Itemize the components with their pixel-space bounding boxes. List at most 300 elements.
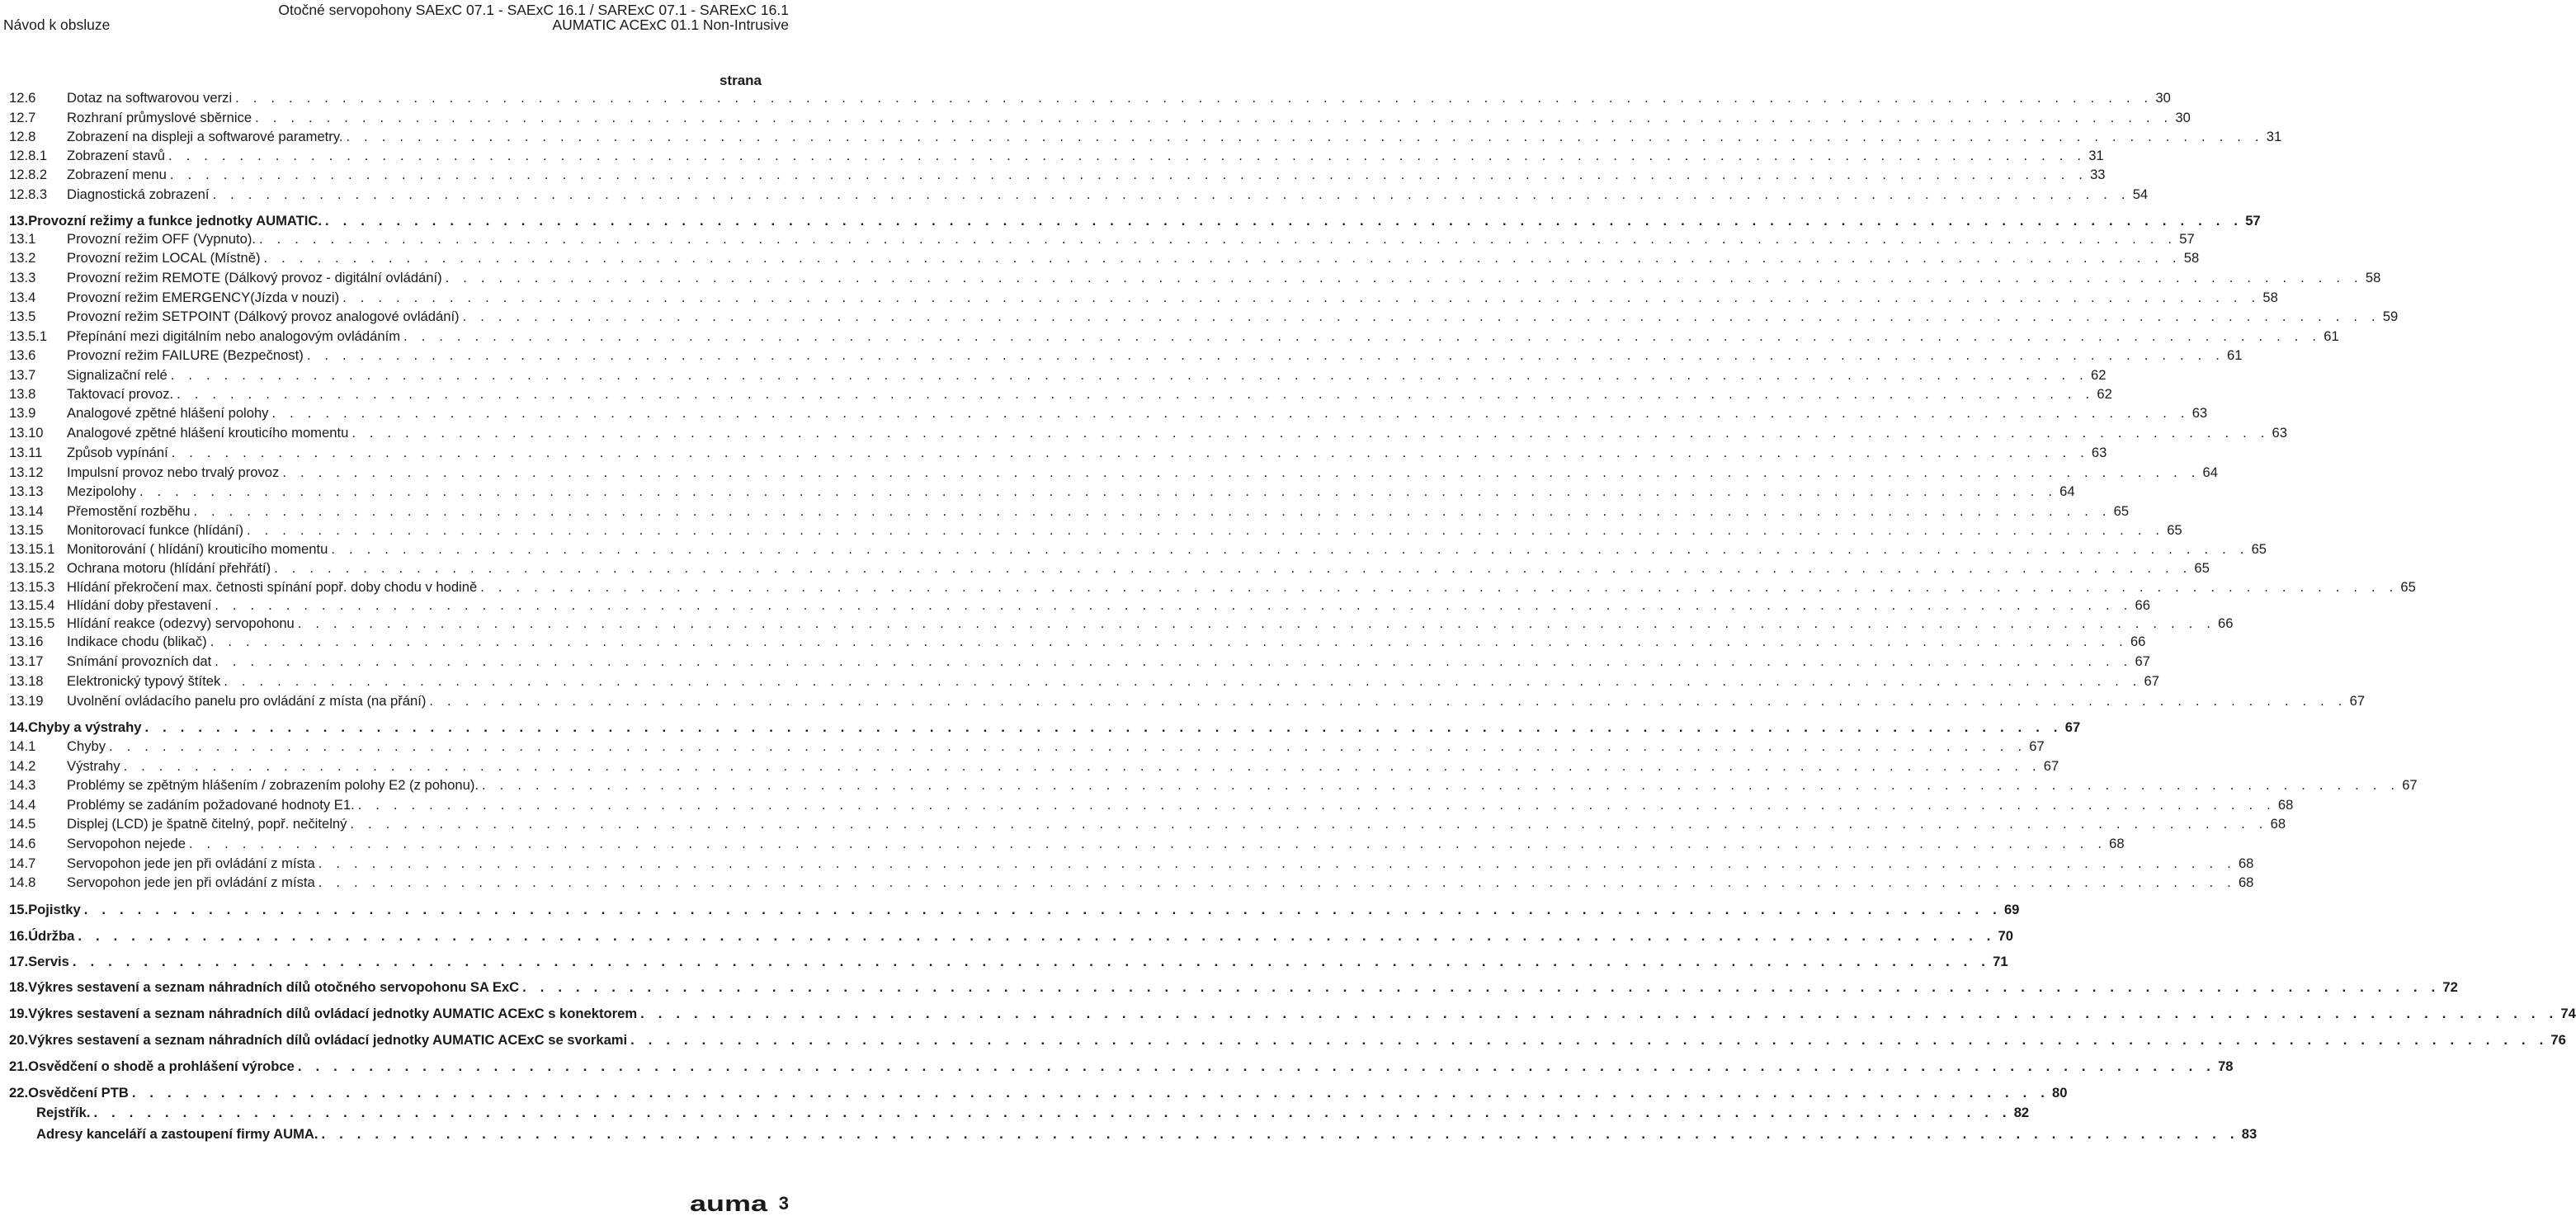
toc-entry-title: Hlídání překročení max. četnosti spínání popř. doby chodu v hodině — [67, 578, 480, 596]
toc-entry[interactable] — [0, 404, 2208, 422]
toc-entry-page: 67 — [2063, 719, 2080, 737]
toc-entry[interactable] — [0, 953, 2008, 971]
dot-leader: . . . . . . . . . . . . . . . . . . . . . . . . . . . . . . . . . . . . . . . . . . . . . . . . . . . . . . . . . . . . . . . . . . . . . . . . . . . . . . . . . . . . . . . . . . . . . . . . . . . . . . . . . . . . — [193, 503, 2111, 519]
toc-entry-number: 12.8.2 — [9, 167, 48, 182]
toc-entry-line — [67, 540, 2267, 559]
toc-entry[interactable] — [0, 483, 2075, 501]
dot-leader: . . . . . . . . . . . . . . . . . . . . . . . . . . . . . . . . . . . . . . . . . . . . . . . . . . . . . . . . . . . . . . . . . . . . . . . . . . . . . . . . . . . . . . . . . . . . . . . . . . . . . . . . . . . . — [350, 816, 2268, 832]
toc-entry-line — [9, 927, 2014, 945]
toc-entry[interactable] — [0, 1125, 2258, 1143]
dot-leader: . . . . . . . . . . . . . . . . . . . . . . . . . . . . . . . . . . . . . . . . . . . . . . . . . . . . . . . . . . . . . . . . . . . . . . . . . . . . . . . . . . . . . . . . . . . . . . . . . . . . . . . . . . . . — [481, 777, 2400, 793]
toc-entry-number: 12.6 — [9, 90, 36, 106]
toc-entry-number: 13.19 — [9, 693, 44, 709]
toc-entry-number: 14.4 — [9, 797, 36, 813]
toc-entry[interactable] — [0, 978, 2458, 997]
toc-entry-number: 13.7 — [9, 367, 36, 383]
toc-entry-number: 12.8.1 — [9, 148, 48, 163]
toc-entry-line — [67, 366, 2107, 384]
toc-entry-page: 62 — [2088, 366, 2106, 384]
dot-leader: . . . . . . . . . . . . . . . . . . . . . . . . . . . . . . . . . . . . . . . . . . . . . . . . . . . . . . . . . . . . . . . . . . . . . . . . . . . . . . . . . . . . . . . . . . . . . . . . . . . . . . . . . . . . — [109, 738, 2027, 754]
toc-entry-line — [67, 404, 2208, 422]
dot-leader: . . . . . . . . . . . . . . . . . . . . . . . . . . . . . . . . . . . . . . . . . . . . . . . . . . . . . . . . . . . . . . . . . . . . . . . . . . . . . . . . . . . . . . . . . . . . . . . . . . . . . . . . . . . . — [93, 1105, 2012, 1120]
toc-entry-line — [67, 521, 2182, 540]
toc-entry-page: 74 — [2558, 1005, 2575, 1023]
toc-entry[interactable] — [0, 1058, 2234, 1076]
toc-entry-title: Osvědčení o shodě a prohlášení výrobce — [28, 1058, 298, 1076]
toc-entry-number: 14.7 — [9, 855, 36, 871]
toc-entry-title: Elektronický typový štítek — [67, 672, 224, 690]
page-column-label: strana — [719, 73, 762, 88]
toc-entry-page: 65 — [2111, 502, 2129, 521]
toc-entry-number: 22. — [9, 1085, 29, 1101]
toc-entry-title: Dotaz na softwarovou verzi — [67, 89, 235, 107]
toc-entry[interactable] — [0, 835, 2125, 853]
dot-leader: . . . . . . . . . . . . . . . . . . . . . . . . . . . . . . . . . . . . . . . . . . . . . . . . . . . . . . . . . . . . . . . . . . . . . . . . . . . . . . . . . . . . . . . . . . . . . . . . . . . . . . . . . . . . — [177, 386, 2095, 402]
toc-entry-title: Displej (LCD) je špatně čitelný, popř. nečitelný — [67, 815, 350, 833]
toc-entry-line — [67, 424, 2287, 442]
toc-entry-page: 57 — [2177, 230, 2194, 248]
dot-leader: . . . . . . . . . . . . . . . . . . . . . . . . . . . . . . . . . . . . . . . . . . . . . . . . . . . . . . . . . . . . . . . . . . . . . . . . . . . . . . . . . . . . . . . . . . . . . . . . . . . . . . . . . . . . — [169, 167, 2088, 182]
toc-entry-line — [67, 776, 2418, 794]
toc-entry-number: 14.3 — [9, 777, 36, 793]
toc-entry-page: 67 — [2041, 757, 2059, 775]
dot-leader: . . . . . . . . . . . . . . . . . . . . . . . . . . . . . . . . . . . . . . . . . . . . . . . . . . . . . . . . . . . . . . . . . . . . . . . . . . . . . . . . . . . . . . . . . . . . . . . . . . . . . . . . . . . . — [131, 1085, 2050, 1101]
document-subtitle: AUMATIC ACExC 01.1 Non-Intrusive — [552, 16, 789, 33]
manual-label: Návod k obsluze — [3, 16, 111, 33]
toc-entry-line — [67, 815, 2286, 833]
toc-entry[interactable] — [0, 186, 2149, 204]
toc-entry-line — [67, 672, 2159, 690]
toc-entry-number: 13.18 — [9, 673, 44, 689]
toc-entry-line — [67, 166, 2106, 184]
toc-entry-title: Monitorování ( hlídání) krouticího momentu — [67, 540, 331, 559]
dot-leader: . . . . . . . . . . . . . . . . . . . . . . . . . . . . . . . . . . . . . . . . . . . . . . . . . . . . . . . . . . . . . . . . . . . . . . . . . . . . . . . . . . . . . . . . . . . . . . . . . . . . . . . . . . . . — [351, 425, 2270, 441]
toc-entry-page: 67 — [2142, 672, 2159, 690]
toc-entry-number: 14.1 — [9, 738, 36, 754]
dot-leader: . . . . . . . . . . . . . . . . . . . . . . . . . . . . . . . . . . . . . . . . . . . . . . . . . . . . . . . . . . . . . . . . . . . . . . . . . . . . . . . . . . . . . . . . . . . . . . . . . . . . . . . . . . . . — [246, 522, 2165, 538]
toc-entry-line — [67, 653, 2150, 671]
toc-entry-line — [67, 444, 2107, 462]
dot-leader: . . . . . . . . . . . . . . . . . . . . . . . . . . . . . . . . . . . . . . . . . . . . . . . . . . . . . . . . . . . . . . . . . . . . . . . . . . . . . . . . . . . . . . . . . . . . . . . . . . . . . . . . . . . . — [324, 213, 2243, 229]
toc-entry[interactable] — [0, 633, 2146, 651]
toc-entry-line — [67, 308, 2399, 326]
dot-leader: . . . . . . . . . . . . . . . . . . . . . . . . . . . . . . . . . . . . . . . . . . . . . . . . . . . . . . . . . . . . . . . . . . . . . . . . . . . . . . . . . . . . . . . . . . . . . . . . . . . . . . . . . . . . — [259, 231, 2177, 247]
toc-entry[interactable] — [0, 1005, 2576, 1023]
toc-entry-number: 13.5.1 — [9, 328, 48, 344]
toc-entry-number: 13. — [9, 213, 29, 229]
toc-entry-number: 13.15.4 — [9, 597, 55, 613]
toc-entry-number: 13.10 — [9, 425, 44, 441]
toc-entry-number: 13.15 — [9, 522, 44, 538]
toc-entry-title: Impulsní provoz nebo trvalý provoz — [67, 464, 282, 482]
dot-leader: . . . . . . . . . . . . . . . . . . . . . . . . . . . . . . . . . . . . . . . . . . . . . . . . . . . . . . . . . . . . . . . . . . . . . . . . . . . . . . . . . . . . . . . . . . . . . . . . . . . . . . . . . . . . — [318, 874, 2236, 890]
dot-leader: . . . . . . . . . . . . . . . . . . . . . . . . . . . . . . . . . . . . . . . . . . . . . . . . . . . . . . . . . . . . . . . . . . . . . . . . . . . . . . . . . . . . . . . . . . . . . . . . . . . . . . . . . . . . — [282, 464, 2201, 480]
toc-entry[interactable] — [0, 1104, 2030, 1122]
toc-entry-page: 63 — [2089, 444, 2107, 462]
toc-entry[interactable] — [0, 289, 2278, 307]
toc-entry[interactable] — [0, 269, 2381, 287]
toc-entry-title: Provozní režim REMOTE (Dálkový provoz - digitální ovládání) — [67, 269, 446, 287]
toc-entry[interactable] — [0, 796, 2294, 814]
toc-entry-number: 13.15.1 — [9, 541, 55, 557]
toc-entry[interactable] — [0, 692, 2366, 710]
toc-entry-number: 13.11 — [9, 445, 43, 460]
toc-entry-page: 67 — [2026, 738, 2044, 756]
toc-entry-title: Chyby a výstrahy — [28, 719, 144, 737]
toc-entry-page: 57 — [2243, 212, 2260, 230]
toc-entry-title: Problémy se zadáním požadované hodnoty E1. — [67, 796, 358, 814]
toc-entry-title: Provozní režim LOCAL (Místně) — [67, 249, 264, 267]
toc-entry[interactable] — [0, 502, 2130, 521]
toc-entry-number: 13.13 — [9, 483, 44, 499]
toc-entry-number: 18. — [9, 979, 29, 995]
dot-leader: . . . . . . . . . . . . . . . . . . . . . . . . . . . . . . . . . . . . . . . . . . . . . . . . . . . . . . . . . . . . . . . . . . . . . . . . . . . . . . . . . . . . . . . . . . . . . . . . . . . . . . . . . . . . — [170, 367, 2088, 383]
dot-leader: . . . . . . . . . . . . . . . . . . . . . . . . . . . . . . . . . . . . . . . . . . . . . . . . . . . . . . . . . . . . . . . . . . . . . . . . . . . . . . . . . . . . . . . . . . . . . . . . . . . . . . . . . . . . — [167, 148, 2087, 163]
toc-entry-line — [67, 757, 2059, 775]
toc-entry-line — [67, 109, 2191, 127]
toc-entry-title: Ochrana motoru (hlídání přehřátí) — [67, 559, 274, 577]
toc-entry-page: 59 — [2380, 308, 2398, 326]
toc-entry[interactable] — [0, 249, 2200, 267]
toc-entry-number: 21. — [9, 1058, 29, 1074]
toc-entry-title: Snímání provozních dat — [67, 653, 215, 671]
toc-entry-title: Hlídání reakce (odezvy) servopohonu — [67, 615, 298, 633]
toc-entry-number: 19. — [9, 1006, 29, 1021]
toc-entry-number: 13.1 — [9, 231, 36, 247]
toc-entry-page: 63 — [2190, 404, 2207, 422]
toc-entry-line — [9, 953, 2008, 971]
dot-leader: . . . . . . . . . . . . . . . . . . . . . . . . . . . . . . . . . . . . . . . . . . . . . . . . . . . . . . . . . . . . . . . . . . . . . . . . . . . . . . . . . . . . . . . . . . . . . . . . . . . . . . . . . . . . — [522, 979, 2441, 995]
toc-entry-number: 13.15.5 — [9, 615, 55, 631]
toc-entry-line — [67, 692, 2366, 710]
toc-entry-page: 67 — [2132, 653, 2149, 671]
toc-entry-page: 30 — [2173, 109, 2190, 127]
page-number: 3 — [778, 1193, 789, 1214]
toc-entry-line — [67, 249, 2200, 267]
dot-leader: . . . . . . . . . . . . . . . . . . . . . . . . . . . . . . . . . . . . . . . . . . . . . . . . . . . . . . . . . . . . . . . . . . . . . . . . . . . . . . . . . . . . . . . . . . . . . . . . . . . . . . . . . . . . — [274, 560, 2192, 576]
toc-entry[interactable] — [0, 147, 2104, 165]
toc-entry-title: Diagnostická zobrazení — [67, 186, 212, 204]
toc-entry-page: 33 — [2088, 166, 2105, 184]
toc-entry[interactable] — [0, 672, 2159, 690]
toc-entry-title: Analogové zpětné hlášení polohy — [67, 404, 271, 422]
toc-entry-line — [67, 874, 2254, 892]
toc-entry-number: 13.14 — [9, 503, 44, 519]
toc-entry-line — [36, 1125, 2258, 1143]
toc-entry-page: 54 — [2130, 186, 2148, 204]
toc-entry-title: Rozhraní průmyslové sběrnice — [67, 109, 255, 127]
dot-leader: . . . . . . . . . . . . . . . . . . . . . . . . . . . . . . . . . . . . . . . . . . . . . . . . . . . . . . . . . . . . . . . . . . . . . . . . . . . . . . . . . . . . . . . . . . . . . . . . . . . . . . . . . . . . — [297, 1058, 2216, 1074]
toc-entry[interactable] — [0, 1031, 2566, 1049]
toc-entry-number: 13.2 — [9, 250, 36, 266]
toc-entry-line — [9, 1058, 2234, 1076]
dot-leader: . . . . . . . . . . . . . . . . . . . . . . . . . . . . . . . . . . . . . . . . . . . . . . . . . . . . . . . . . . . . . . . . . . . . . . . . . . . . . . . . . . . . . . . . . . . . . . . . . . . . . . . . . . . . — [429, 693, 2347, 709]
dot-leader: . . . . . . . . . . . . . . . . . . . . . . . . . . . . . . . . . . . . . . . . . . . . . . . . . . . . . . . . . . . . . . . . . . . . . . . . . . . . . . . . . . . . . . . . . . . . . . . . . . . . . . . . . . . . — [321, 1126, 2239, 1142]
toc-entry-title: Provozní režim OFF (Vypnuto). — [67, 230, 259, 248]
toc-entry[interactable] — [0, 346, 2243, 365]
dot-leader: . . . . . . . . . . . . . . . . . . . . . . . . . . . . . . . . . . . . . . . . . . . . . . . . . . . . . . . . . . . . . . . . . . . . . . . . . . . . . . . . . . . . . . . . . . . . . . . . . . . . . . . . . . . . — [210, 634, 2128, 649]
dot-leader: . . . . . . . . . . . . . . . . . . . . . . . . . . . . . . . . . . . . . . . . . . . . . . . . . . . . . . . . . . . . . . . . . . . . . . . . . . . . . . . . . . . . . . . . . . . . . . . . . . . . . . . . . . . . — [480, 579, 2399, 595]
toc-entry[interactable] — [0, 328, 2339, 346]
toc-entry-page: 64 — [2201, 464, 2218, 482]
toc-entry-page: 66 — [2215, 615, 2233, 633]
toc-entry-number: 13.15.2 — [9, 560, 55, 576]
toc-entry-title: Zobrazení stavů — [67, 147, 168, 165]
toc-entry[interactable] — [0, 596, 2150, 615]
toc-entry-title: Adresy kanceláří a zastoupení firmy AUMA. — [36, 1125, 322, 1143]
toc-entry-title: Způsob vypínání — [67, 444, 172, 462]
toc-entry-line — [67, 147, 2104, 165]
toc-entry-line — [67, 385, 2112, 403]
toc-entry-line — [67, 835, 2125, 853]
toc-entry-title: Osvědčení PTB — [28, 1084, 132, 1102]
toc-entry-title: Přepínání mezi digitálním nebo analogovým ovládáním — [67, 328, 403, 346]
dot-leader: . . . . . . . . . . . . . . . . . . . . . . . . . . . . . . . . . . . . . . . . . . . . . . . . . . . . . . . . . . . . . . . . . . . . . . . . . . . . . . . . . . . . . . . . . . . . . . . . . . . . . . . . . . . . — [255, 110, 2173, 125]
toc-entry[interactable] — [0, 166, 2106, 184]
toc-entry-title: Taktovací provoz. — [67, 385, 177, 403]
toc-entry[interactable] — [0, 719, 2081, 737]
toc-entry-page: 78 — [2215, 1058, 2233, 1076]
toc-entry-page: 68 — [2268, 815, 2286, 833]
toc-entry-title: Indikace chodu (blikač) — [67, 633, 210, 651]
toc-entry[interactable] — [0, 424, 2287, 442]
toc-entry-line — [36, 1104, 2030, 1122]
toc-entry-title: Chyby — [67, 738, 109, 756]
toc-entry-line — [67, 559, 2210, 577]
toc-entry[interactable] — [0, 308, 2399, 326]
toc-entry-title: Uvolnění ovládacího panelu pro ovládání z místa (na přání) — [67, 692, 429, 710]
toc-entry-page: 65 — [2191, 559, 2209, 577]
toc-entry-line — [9, 978, 2458, 997]
dot-leader: . . . . . . . . . . . . . . . . . . . . . . . . . . . . . . . . . . . . . . . . . . . . . . . . . . . . . . . . . . . . . . . . . . . . . . . . . . . . . . . . . . . . . . . . . . . . . . . . . . . . . . . . . . . . — [357, 797, 2276, 813]
toc-entry-page: 58 — [2182, 249, 2199, 267]
dot-leader: . . . . . . . . . . . . . . . . . . . . . . . . . . . . . . . . . . . . . . . . . . . . . . . . . . . . . . . . . . . . . . . . . . . . . . . . . . . . . . . . . . . . . . . . . . . . . . . . . . . . . . . . . . . . — [139, 483, 2058, 499]
dot-leader: . . . . . . . . . . . . . . . . . . . . . . . . . . . . . . . . . . . . . . . . . . . . . . . . . . . . . . . . . . . . . . . . . . . . . . . . . . . . . . . . . . . . . . . . . . . . . . . . . . . . . . . . . . . . — [342, 290, 2261, 305]
toc-entry[interactable] — [0, 615, 2234, 633]
dot-leader: . . . . . . . . . . . . . . . . . . . . . . . . . . . . . . . . . . . . . . . . . . . . . . . . . . . . . . . . . . . . . . . . . . . . . . . . . . . . . . . . . . . . . . . . . . . . . . . . . . . . . . . . . . . . — [235, 90, 2154, 106]
toc-entry-line — [67, 502, 2130, 521]
toc-entry-line — [67, 289, 2278, 307]
dot-leader: . . . . . . . . . . . . . . . . . . . . . . . . . . . . . . . . . . . . . . . . . . . . . . . . . . . . . . . . . . . . . . . . . . . . . . . . . . . . . . . . . . . . . . . . . . . . . . . . . . . . . . . . . . . . — [224, 673, 2142, 689]
toc-entry[interactable] — [0, 385, 2112, 403]
toc-entry-page: 66 — [2132, 596, 2149, 615]
toc-entry-title: Zobrazení menu — [67, 166, 170, 184]
toc-entry[interactable] — [0, 109, 2191, 127]
toc-entry[interactable] — [0, 212, 2261, 230]
toc-entry[interactable] — [0, 578, 2416, 596]
toc-entry-line — [67, 596, 2150, 615]
toc-entry-line — [9, 1005, 2576, 1023]
toc-entry-number: 14.5 — [9, 816, 36, 832]
toc-entry-title: Provozní režimy a funkce jednotky AUMATIC. — [28, 212, 325, 230]
toc-entry-number: 13.17 — [9, 653, 44, 669]
svg-text:auma: auma — [690, 1191, 769, 1216]
toc-entry-line — [67, 483, 2075, 501]
toc-entry-line — [9, 1084, 2068, 1102]
toc-entry-title: Provozní režim SETPOINT (Dálkový provoz analogové ovládání) — [67, 308, 463, 326]
toc-entry-number: 13.16 — [9, 634, 44, 649]
toc-entry-number: 12.8 — [9, 129, 36, 144]
toc-entry[interactable] — [0, 521, 2182, 540]
toc-entry-number: 20. — [9, 1032, 29, 1048]
toc-entry-page: 68 — [2276, 796, 2293, 814]
toc-entry-page: 76 — [2548, 1031, 2565, 1049]
toc-entry-line — [67, 578, 2416, 596]
toc-entry-line — [67, 269, 2381, 287]
toc-entry-page: 70 — [1996, 927, 2013, 945]
dot-leader: . . . . . . . . . . . . . . . . . . . . . . . . . . . . . . . . . . . . . . . . . . . . . . . . . . . . . . . . . . . . . . . . . . . . . . . . . . . . . . . . . . . . . . . . . . . . . . . . . . . . . . . . . . . . — [263, 250, 2182, 266]
toc-entry[interactable] — [0, 855, 2254, 873]
toc-entry-line — [67, 738, 2045, 756]
dot-leader: . . . . . . . . . . . . . . . . . . . . . . . . . . . . . . . . . . . . . . . . . . . . . . . . . . . . . . . . . . . . . . . . . . . . . . . . . . . . . . . . . . . . . . . . . . . . . . . . . . . . . . . . . . . . — [188, 836, 2107, 851]
toc-entry-number: 12.7 — [9, 110, 36, 125]
toc-entry[interactable] — [0, 464, 2219, 482]
toc-entry-number: 15. — [9, 902, 29, 917]
toc-entry[interactable] — [0, 89, 2171, 107]
toc-entry-page: 80 — [2050, 1084, 2067, 1102]
toc-entry-line — [67, 328, 2339, 346]
toc-entry-title: Servopohon nejede — [67, 835, 189, 853]
toc-entry-line — [67, 796, 2294, 814]
toc-entry[interactable] — [0, 230, 2195, 248]
toc-entry-page: 67 — [2347, 692, 2365, 710]
toc-entry-page: 71 — [1990, 953, 2007, 971]
toc-entry[interactable] — [0, 128, 2282, 146]
toc-entry-page: 65 — [2398, 578, 2415, 596]
dot-leader: . . . . . . . . . . . . . . . . . . . . . . . . . . . . . . . . . . . . . . . . . . . . . . . . . . . . . . . . . . . . . . . . . . . . . . . . . . . . . . . . . . . . . . . . . . . . . . . . . . . . . . . . . . . . — [403, 328, 2322, 344]
dot-leader: . . . . . . . . . . . . . . . . . . . . . . . . . . . . . . . . . . . . . . . . . . . . . . . . . . . . . . . . . . . . . . . . . . . . . . . . . . . . . . . . . . . . . . . . . . . . . . . . . . . . . . . . . . . . — [212, 186, 2130, 202]
toc-entry-page: 65 — [2164, 521, 2182, 540]
toc-entry-title: Přemostění rozběhu — [67, 502, 193, 521]
toc-entry-line — [67, 89, 2171, 107]
dot-leader: . . . . . . . . . . . . . . . . . . . . . . . . . . . . . . . . . . . . . . . . . . . . . . . . . . . . . . . . . . . . . . . . . . . . . . . . . . . . . . . . . . . . . . . . . . . . . . . . . . . . . . . . . . . . — [215, 597, 2133, 613]
toc-entry-page: 31 — [2086, 147, 2103, 165]
toc-entry-number: 13.12 — [9, 464, 44, 480]
dot-leader: . . . . . . . . . . . . . . . . . . . . . . . . . . . . . . . . . . . . . . . . . . . . . . . . . . . . . . . . . . . . . . . . . . . . . . . . . . . . . . . . . . . . . . . . . . . . . . . . . . . . . . . . . . . . — [331, 541, 2249, 557]
toc-entry-line — [67, 230, 2195, 248]
toc-entry[interactable] — [0, 757, 2059, 775]
toc-entry[interactable] — [0, 366, 2107, 384]
toc-entry-title: Mezipolohy — [67, 483, 139, 501]
toc-entry[interactable] — [0, 901, 2020, 919]
toc-entry-line — [9, 1031, 2566, 1049]
toc-entry-page: 68 — [2236, 855, 2253, 873]
toc-entry-number: 13.3 — [9, 270, 36, 285]
toc-entry-title: Údržba — [28, 927, 78, 945]
dot-leader: . . . . . . . . . . . . . . . . . . . . . . . . . . . . . . . . . . . . . . . . . . . . . . . . . . . . . . . . . . . . . . . . . . . . . . . . . . . . . . . . . . . . . . . . . . . . . . . . . . . . . . . . . . . . — [445, 270, 2363, 285]
toc-entry-number: 14.8 — [9, 874, 36, 890]
toc-entry-title: Analogové zpětné hlášení krouticího momentu — [67, 424, 351, 442]
toc-entry-page: 83 — [2239, 1125, 2257, 1143]
toc-entry[interactable] — [0, 874, 2254, 892]
toc-entry-page: 61 — [2321, 328, 2338, 346]
toc-entry-title: Provozní režim EMERGENCY(Jízda v nouzi) — [67, 289, 342, 307]
toc-entry-title: Provozní režim FAILURE (Bezpečnost) — [67, 346, 307, 365]
dot-leader: . . . . . . . . . . . . . . . . . . . . . . . . . . . . . . . . . . . . . . . . . . . . . . . . . . . . . . . . . . . . . . . . . . . . . . . . . . . . . . . . . . . . . . . . . . . . . . . . . . . . . . . . . . . . — [271, 405, 2190, 421]
toc-entry-title: Servopohon jede jen při ovládání z místa — [67, 874, 318, 892]
toc-entry-page: 67 — [2399, 776, 2417, 794]
dot-leader: . . . . . . . . . . . . . . . . . . . . . . . . . . . . . . . . . . . . . . . . . . . . . . . . . . . . . . . . . . . . . . . . . . . . . . . . . . . . . . . . . . . . . . . . . . . . . . . . . . . . . . . . . . . . — [78, 928, 1996, 944]
toc-entry-title: Hlídání doby přestavení — [67, 596, 215, 615]
toc-entry-number: 13.8 — [9, 386, 36, 402]
toc-entry[interactable] — [0, 1084, 2068, 1102]
toc-entry[interactable] — [0, 776, 2418, 794]
toc-entry-title: Výkres sestavení a seznam náhradních dílů ovládací jednotky AUMATIC ACExC se svorkami — [28, 1031, 630, 1049]
toc-entry[interactable] — [0, 738, 2045, 756]
toc-entry[interactable] — [0, 927, 2014, 945]
toc-entry-line — [67, 615, 2234, 633]
toc-entry-line — [9, 212, 2261, 230]
toc-entry-number: 14.2 — [9, 758, 36, 774]
toc-entry-title: Servopohon jede jen při ovládání z místa — [67, 855, 318, 873]
toc-entry-page: 58 — [2260, 289, 2277, 307]
toc-entry-line — [9, 901, 2020, 919]
toc-entry-number: 14. — [9, 719, 29, 735]
toc-entry[interactable] — [0, 815, 2286, 833]
dot-leader: . . . . . . . . . . . . . . . . . . . . . . . . . . . . . . . . . . . . . . . . . . . . . . . . . . . . . . . . . . . . . . . . . . . . . . . . . . . . . . . . . . . . . . . . . . . . . . . . . . . . . . . . . . . . — [72, 954, 1991, 969]
toc-entry-title: Zobrazení na displeji a softwarové parametry. — [67, 128, 347, 146]
toc-entry-number: 14.6 — [9, 836, 36, 851]
toc-entry-title: Monitorovací funkce (hlídání) — [67, 521, 247, 540]
toc-entry-title: Servis — [28, 953, 73, 971]
toc-entry-number: 13.4 — [9, 290, 36, 305]
toc-entry-number: 13.9 — [9, 405, 36, 421]
dot-leader: . . . . . . . . . . . . . . . . . . . . . . . . . . . . . . . . . . . . . . . . . . . . . . . . . . . . . . . . . . . . . . . . . . . . . . . . . . . . . . . . . . . . . . . . . . . . . . . . . . . . . . . . . . . . — [123, 758, 2041, 774]
toc-entry-page: 72 — [2440, 978, 2457, 997]
toc-entry-title: Pojistky — [28, 901, 84, 919]
toc-entry-page: 68 — [2107, 835, 2124, 853]
dot-leader: . . . . . . . . . . . . . . . . . . . . . . . . . . . . . . . . . . . . . . . . . . . . . . . . . . . . . . . . . . . . . . . . . . . . . . . . . . . . . . . . . . . . . . . . . . . . . . . . . . . . . . . . . . . . — [346, 129, 2264, 144]
dot-leader: . . . . . . . . . . . . . . . . . . . . . . . . . . . . . . . . . . . . . . . . . . . . . . . . . . . . . . . . . . . . . . . . . . . . . . . . . . . . . . . . . . . . . . . . . . . . . . . . . . . . . . . . . . . . — [144, 719, 2063, 735]
toc-entry-number: 13.15.3 — [9, 579, 55, 595]
dot-leader: . . . . . . . . . . . . . . . . . . . . . . . . . . . . . . . . . . . . . . . . . . . . . . . . . . . . . . . . . . . . . . . . . . . . . . . . . . . . . . . . . . . . . . . . . . . . . . . . . . . . . . . . . . . . — [640, 1006, 2559, 1021]
toc-entry-title: Výkres sestavení a seznam náhradních dílů otočného servopohonu SA ExC — [28, 978, 522, 997]
toc-entry-line — [67, 346, 2243, 365]
toc-entry-number: 12.8.3 — [9, 186, 48, 202]
header-line-2 — [0, 15, 792, 35]
toc-entry-line — [67, 128, 2282, 146]
toc-entry-title: Signalizační relé — [67, 366, 171, 384]
toc-entry[interactable] — [0, 653, 2150, 671]
toc-entry[interactable] — [0, 444, 2107, 462]
toc-entry-line — [67, 633, 2146, 651]
dot-leader: . . . . . . . . . . . . . . . . . . . . . . . . . . . . . . . . . . . . . . . . . . . . . . . . . . . . . . . . . . . . . . . . . . . . . . . . . . . . . . . . . . . . . . . . . . . . . . . . . . . . . . . . . . . . — [215, 653, 2133, 669]
dot-leader: . . . . . . . . . . . . . . . . . . . . . . . . . . . . . . . . . . . . . . . . . . . . . . . . . . . . . . . . . . . . . . . . . . . . . . . . . . . . . . . . . . . . . . . . . . . . . . . . . . . . . . . . . . . . — [462, 309, 2380, 324]
toc-entry-number: 13.5 — [9, 309, 36, 324]
toc-entry-line — [67, 855, 2254, 873]
toc-entry-page: 61 — [2225, 346, 2242, 365]
toc-entry-line — [67, 464, 2219, 482]
dot-leader: . . . . . . . . . . . . . . . . . . . . . . . . . . . . . . . . . . . . . . . . . . . . . . . . . . . . . . . . . . . . . . . . . . . . . . . . . . . . . . . . . . . . . . . . . . . . . . . . . . . . . . . . . . . . — [297, 615, 2216, 631]
auma-logo — [690, 1191, 769, 1216]
toc-entry-line — [9, 719, 2081, 737]
toc-entry-page: 62 — [2094, 385, 2111, 403]
dot-leader: . . . . . . . . . . . . . . . . . . . . . . . . . . . . . . . . . . . . . . . . . . . . . . . . . . . . . . . . . . . . . . . . . . . . . . . . . . . . . . . . . . . . . . . . . . . . . . . . . . . . . . . . . . . . — [83, 902, 2002, 917]
toc-entry-number: 16. — [9, 928, 29, 944]
toc-entry-line — [67, 186, 2149, 204]
toc-entry-title: Problémy se zpětným hlášením / zobrazením polohy E2 (z pohonu). — [67, 776, 482, 794]
dot-leader: . . . . . . . . . . . . . . . . . . . . . . . . . . . . . . . . . . . . . . . . . . . . . . . . . . . . . . . . . . . . . . . . . . . . . . . . . . . . . . . . . . . . . . . . . . . . . . . . . . . . . . . . . . . . — [630, 1032, 2549, 1048]
dot-leader: . . . . . . . . . . . . . . . . . . . . . . . . . . . . . . . . . . . . . . . . . . . . . . . . . . . . . . . . . . . . . . . . . . . . . . . . . . . . . . . . . . . . . . . . . . . . . . . . . . . . . . . . . . . . — [306, 347, 2225, 363]
toc-entry-page: 64 — [2057, 483, 2074, 501]
dot-leader: . . . . . . . . . . . . . . . . . . . . . . . . . . . . . . . . . . . . . . . . . . . . . . . . . . . . . . . . . . . . . . . . . . . . . . . . . . . . . . . . . . . . . . . . . . . . . . . . . . . . . . . . . . . . — [318, 855, 2236, 871]
toc-entry[interactable] — [0, 559, 2210, 577]
toc-entry-title: Rejstřík. — [36, 1104, 93, 1122]
toc-entry[interactable] — [0, 540, 2267, 559]
toc-entry-page: 69 — [2002, 901, 2019, 919]
dot-leader: . . . . . . . . . . . . . . . . . . . . . . . . . . . . . . . . . . . . . . . . . . . . . . . . . . . . . . . . . . . . . . . . . . . . . . . . . . . . . . . . . . . . . . . . . . . . . . . . . . . . . . . . . . . . — [171, 445, 2089, 460]
toc-entry-page: 68 — [2236, 874, 2253, 892]
